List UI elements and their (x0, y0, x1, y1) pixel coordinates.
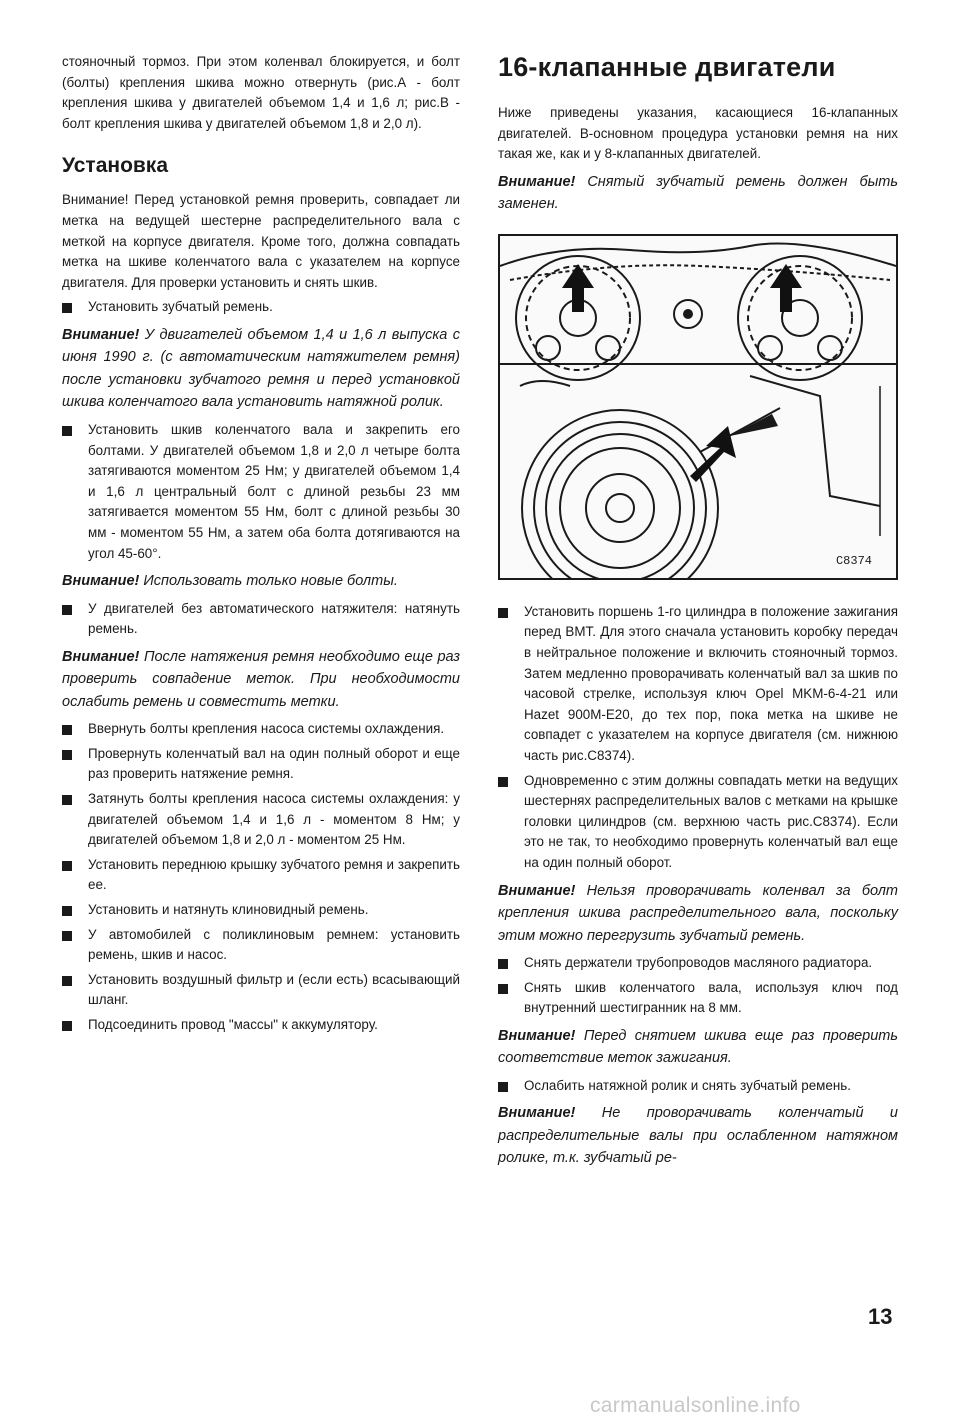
section-heading-16-valve: 16-клапанные двигатели (498, 52, 836, 82)
bullet-square-icon (62, 931, 72, 941)
warning-note: Внимание! Перед снятием шкива еще раз проверить соответствие меток зажигания. (498, 1027, 898, 1067)
bullet-square-icon (498, 608, 508, 618)
bullet-square-icon (62, 303, 72, 313)
bullet-square-icon (62, 906, 72, 916)
list-item: Установить шкив коленчатого вала и закрепить его болтами. У двигателей объемом 1,8 и 2,0 л четыре болта затягиваются моментом 25 Нм; у двигателей объемом 1,4 и 1,6 л центральный болт с длиной резьбы 23 мм затягивается моментом 55 Нм, болт с длиной резьбы 30 мм - моментом 55 Нм, а затем оба болта дотягиваются на угол 45-60°. (62, 420, 460, 564)
engine-timing-illustration (500, 236, 896, 578)
list-item: У двигателей без автоматического натяжителя: натянуть ремень. (62, 599, 460, 640)
paragraph-intro: Ниже приведены указания, касающиеся 16-клапанных двигателей. В-основном процедура установки ремня на них такая же, как и у 8-клапанных двигателей. (498, 105, 898, 162)
right-column (498, 52, 898, 1176)
list-item: Установить и натянуть клиновидный ремень. (62, 900, 460, 921)
list-item: Одновременно с этим должны совпадать метки на ведущих шестернях распределительных валов с метками на крышке головки цилиндров (см. верхнюю часть рис.С8374). Если это не так, то необходимо провернуть коленчатый вал еще на один полный оборот. (498, 771, 898, 874)
bullet-square-icon (62, 426, 72, 436)
list-item: Снять шкив коленчатого вала, используя ключ под внутренний шестигранник на 8 мм. (498, 978, 898, 1019)
bullet-square-icon (498, 777, 508, 787)
list-item: У автомобилей с поликлиновым ремнем: установить ремень, шкив и насос. (62, 925, 460, 966)
bullet-square-icon (62, 861, 72, 871)
section-heading-installation: Установка (62, 154, 168, 178)
list-item: Установить поршень 1-го цилиндра в положение зажигания перед ВМТ. Для этого сначала установить коробку передач в нейтральное положение и включить стояночный тормоз. Затем медленно проворачивать коленчатый вал за шкив по часовой стрелке, используя ключ Opel MKM-6-4-21 или Hazet 900M-E20, до тех пор, пока метка на шкиве не совпадет с указателем на корпусе двигателя (см. нижнюю часть рис.С8374). (498, 602, 898, 767)
bullet-square-icon (62, 750, 72, 760)
list-item: Ввернуть болты крепления насоса системы охлаждения. (62, 719, 460, 740)
bullet-square-icon (498, 984, 508, 994)
engine-timing-figure (498, 234, 898, 580)
right-camshaft-gear (738, 256, 862, 380)
crankshaft-pulley (522, 410, 718, 578)
bullet-square-icon (62, 1021, 72, 1031)
list-item: Подсоединить провод "массы" к аккумулятору. (62, 1015, 460, 1036)
list-item: Установить зубчатый ремень. (62, 297, 460, 318)
warning-note: Внимание! Использовать только новые болты. (62, 573, 398, 590)
bullet-square-icon (62, 795, 72, 805)
warning-note: Внимание! Снятый зубчатый ремень должен быть заменен. (498, 173, 898, 213)
warning-note: Внимание! После натяжения ремня необходимо еще раз проверить совпадение меток. При необходимости ослабить ремень и совместить метки. (62, 648, 460, 710)
bullet-square-icon (62, 605, 72, 615)
paragraph-warning-intro: Внимание! Перед установкой ремня проверить, совпадает ли метка на ведущей шестерне распределительного вала с меткой на корпусе двигателя. Кроме того, должна совпадать метка на шкиве коленчатого вала с указателем на корпусе двигателя. Для проверки установить и снять шкив. (62, 192, 460, 290)
list-item: Ослабить натяжной ролик и снять зубчатый ремень. (498, 1076, 898, 1097)
warning-note: Внимание! Не проворачивать коленчатый и распределительные валы при ослабленном натяжном ролике, т.к. зубчатый ре- (498, 1105, 898, 1167)
figure-label: C8374 (835, 553, 872, 568)
bullet-square-icon (498, 959, 508, 969)
paragraph-continued: стояночный тормоз. При этом коленвал блокируется, и болт (болты) крепления шкива можно отвернуть (рис.А - болт крепления шкива у двигателей объемом 1,4 и 1,6 л; рис.В - болт крепления шкива у двигателей объемом 1,8 и 2,0 л). (62, 54, 460, 131)
list-item: Установить переднюю крышку зубчатого ремня и закрепить ее. (62, 855, 460, 896)
bullet-square-icon (498, 1082, 508, 1092)
list-item: Снять держатели трубопроводов масляного радиатора. (498, 953, 898, 974)
left-column (62, 52, 460, 1040)
warning-note: Внимание! У двигателей объемом 1,4 и 1,6 л выпуска с июня 1990 г. (с автоматическим натяжителем ремня) после установки зубчатого ремня и перед установкой шкива коленчатого вала установить натяжной ролик. (62, 326, 460, 411)
watermark-text: carmanualsonline.info (590, 1394, 801, 1417)
arrow-diagonal-icon (690, 426, 736, 482)
list-item: Затянуть болты крепления насоса системы охлаждения: у двигателей объемом 1,4 и 1,6 л - моментом 8 Нм; у двигателей объемом 1,8 и 2,0 л - моментом 25 Нм. (62, 789, 460, 851)
bullet-square-icon (62, 976, 72, 986)
page-number: 13 (868, 1304, 893, 1329)
list-item: Провернуть коленчатый вал на один полный оборот и еще раз проверить натяжение ремня. (62, 744, 460, 785)
bullet-square-icon (62, 725, 72, 735)
warning-note: Внимание! Нельзя проворачивать коленвал за болт крепления шкива распределительного вала, поскольку этим можно перегрузить зубчатый ремень. (498, 882, 898, 944)
list-item: Установить воздушный фильтр и (если есть) всасывающий шланг. (62, 970, 460, 1011)
